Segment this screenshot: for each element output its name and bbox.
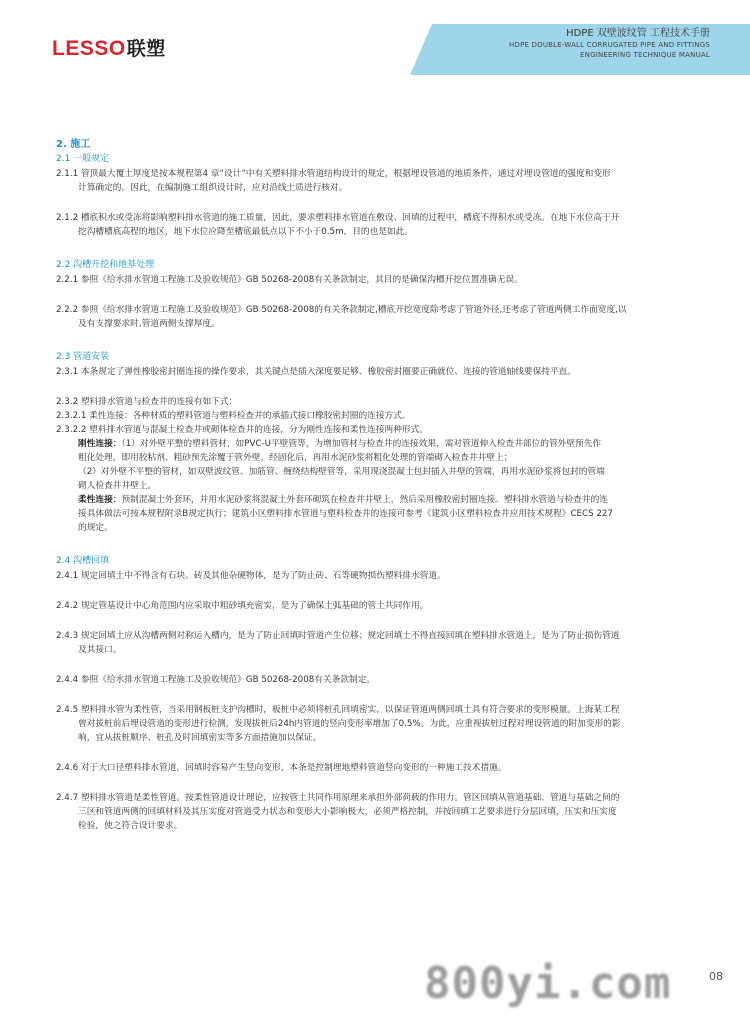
para-2-3-1: 2.3.1 本条规定了弹性橡胶密封圈连接的操作要求，其关键点是插入深度要足够、橡胶密封圈要正确就位、连接的管道轴线要保持平直。	[56, 367, 577, 377]
para-2-1-1-line-1: 2.1.1 管顶最大覆土厚度是按本规程第4 章“设计”中有关塑料排水管道结构设计的规定，根据埋设管道的地质条件，通过对埋设管道的强度和变形	[56, 169, 611, 179]
document-body	[56, 138, 712, 833]
para-2-4-6: 2.4.6 对于大口径塑料排水管道，回填时容易产生竖向变形，本条是控制埋地塑料管道竖向变形的一种施工技术措施。	[56, 763, 507, 773]
manual-title: HDPE 双壁波纹管 工程技术手册	[566, 28, 710, 39]
rigid-connection-line-1	[56, 437, 712, 451]
para-2-3-2-1: 2.3.2.1 柔性连接：各种材质的塑料管道与塑料检查井的承插式接口橡胶密封圈的连接方式。	[56, 411, 411, 421]
para-2-2-2-line-1: 2.2.2 参照《给水排水管道工程施工及验收规范》GB 50268-2008的有关条款制定,槽底开挖宽度除考虑了管道外径,还考虑了管道两侧工作面宽度,以	[56, 305, 627, 315]
para-2-1-2-line-2: 挖沟槽槽底高程的地区，地下水位应降至槽底最低点以下不小于0.5m，目的也是如此。	[78, 227, 414, 237]
para-2-4-5-line-2: 曾对拔桩前后埋设管道的变形进行检测，发现拔桩后24h内管道的竖向变形率增加了0.5%。为此，应重视拔桩过程对埋设管道的附加变形的影	[78, 719, 621, 729]
para-2-3-2-2: 2.3.2.2 塑料排水管道与混凝土检查井或砌体检查井的连接，分为刚性连接和柔性连接两种形式。	[56, 425, 428, 435]
flexible-connection-line-1	[56, 493, 712, 507]
rigid-connection-label: 刚性连接：	[78, 439, 122, 449]
flexible-connection-label: 柔性连接：	[78, 495, 122, 505]
para-2-4-7-line-1: 2.4.7 塑料排水管道是柔性管道。按柔性管道设计理论，应按管土共同作用原理来承担外部荷载的作用力。管区回填从管道基础、管道与基础之间的	[56, 793, 620, 803]
manual-header	[509, 27, 710, 60]
para-2-4-5-line-3: 响，宜从拔桩顺序、桩孔及时回填密实等多方面措施加以保证。	[78, 733, 322, 743]
para-2-4-3-line-2: 及其接口。	[78, 645, 122, 655]
flexible-connection-line-3: 的规定。	[78, 523, 113, 533]
para-2-4-4: 2.4.4 参照《给水排水管道工程施工及验收规范》GB 50268-2008有关条款制定。	[56, 675, 376, 685]
logo-chinese-name: 联塑	[126, 38, 166, 60]
rigid-connection-line-2: 粗化处理，即用胶粘剂、粗砂预先涂覆于管外壁，经固化后，再用水泥砂浆将粗化处理的管端砌入检查井井壁上；	[78, 453, 513, 463]
section-heading-2-4: 2.4 沟槽回填	[56, 556, 110, 566]
logo-wordmark: LESSO	[52, 37, 126, 60]
para-2-4-2: 2.4.2 规定管基设计中心角范围内应采取中粗砂填充密实，是为了确保土弧基础的管土共同作用。	[56, 601, 429, 611]
section-heading-2-2: 2.2 沟槽开挖和地基处理	[56, 260, 155, 270]
para-2-4-1: 2.4.1 规定回填土中不得含有石块、砖及其他杂硬物体，是为了防止砖、石等硬物损伤塑料排水管道。	[56, 571, 446, 581]
para-2-4-7-line-2: 三区和管道两侧的回填材料及其压实度对管道受力状态和变形大小影响极大，必须严格控制，并按回填工艺要求进行分层回填，压实和压实度	[78, 807, 617, 817]
rigid-connection-line-4: 砌人检查井井壁上。	[78, 481, 157, 491]
para-2-1-1-line-2: 计算确定的。因此，在编制施工组织设计时，应对沿线土质进行核对。	[78, 183, 348, 193]
manual-title-en-1: HDPE DOUBLE-WALL CORRUGATED PIPE AND FITTINGS	[509, 41, 710, 49]
para-2-4-7-line-3: 检验，使之符合设计要求。	[78, 821, 183, 831]
flexible-connection-text-a: 预制混凝土外套环，并用水泥砂浆将混凝土外套环砌筑在检查井井壁上，然后采用橡胶密封圈连接。塑料排水管道与检查井的连	[121, 495, 608, 505]
para-2-1-2-line-1: 2.1.2 槽底积水或受冻将影响塑料排水管道的施工质量，因此，要求塑料排水管道在敷设、回填的过程中，槽底不得积水或受冻。在地下水位高于开	[56, 213, 620, 223]
section-heading-2-3: 2.3 管道安装	[56, 352, 110, 362]
site-watermark: 800yi.com	[424, 958, 672, 1009]
para-2-3-2: 2.3.2 塑料排水管道与检查井的连接有如下式：	[56, 397, 238, 407]
section-heading-2: 2. 施工	[56, 139, 91, 150]
manual-title-en-2: ENGINEERING TECHNIQUE MANUAL	[580, 51, 710, 59]
para-2-4-5-line-1: 2.4.5 塑料排水管为柔性管，当采用钢板桩支护沟槽时，板桩中必须将桩孔回填密实，以保证管道两侧回填土具有符合要求的变形模量。上海某工程	[56, 705, 620, 715]
para-2-4-3-line-1: 2.4.3 规定回填土应从沟槽两侧对称运入槽内，是为了防止回填时管道产生位移；规定回填土不得直接回填在塑料排水管道上，是为了防止损伤管道	[56, 631, 620, 641]
para-2-2-1: 2.2.1 参照《给水排水管道工程施工及验收规范》GB 50268-2008有关条款制定，其目的是确保沟槽开挖位置准确无误。	[56, 275, 523, 285]
rigid-connection-line-3: （2）对外壁不平整的管材，如双壁波纹管、加筋管、缠绕结构壁管等，采用现浇混凝土包封插入井壁的管端，再用水泥砂浆将包封的管端	[78, 467, 605, 477]
section-heading-2-1: 2.1 一般规定	[56, 154, 110, 164]
rigid-connection-text-a: （1）对外壁平整的塑料管材，如PVC-U平壁管等，为增加管材与检查井的连接效果，需对管道伸入检查井部位的管外壁预先作	[121, 439, 602, 449]
lesso-logo	[52, 34, 166, 61]
flexible-connection-line-2: 接具体做法可按本规程附录B规定执行；建筑小区塑料排水管道与塑料检查井的连接可参考《建筑小区塑料检查井应用技术规程》CECS 227	[78, 509, 613, 519]
para-2-2-2-line-2: 及有支撑要求时,管道两侧支撑厚度。	[78, 319, 220, 329]
page-number: 08	[709, 970, 723, 983]
